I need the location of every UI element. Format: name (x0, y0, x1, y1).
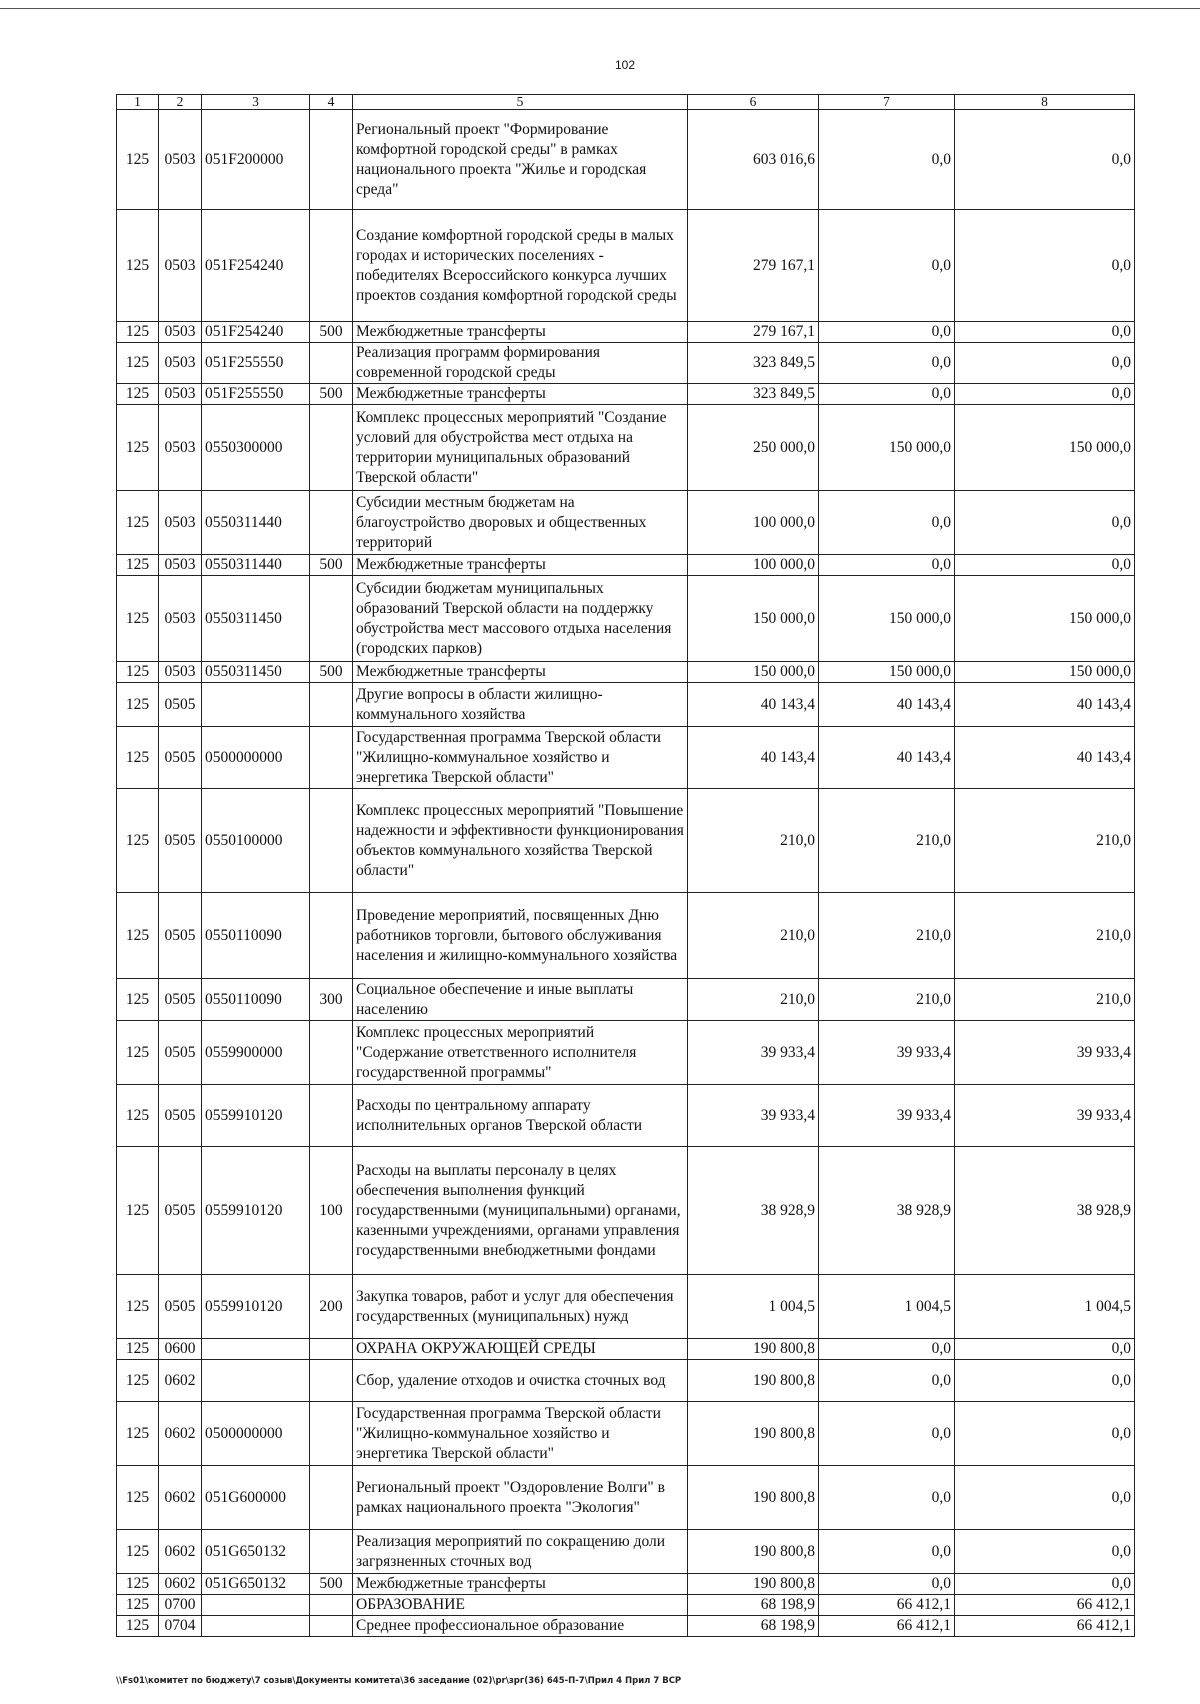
cell-amount-year3: 150 000,0 (955, 576, 1135, 662)
cell-expense-type (310, 1085, 353, 1147)
cell-name: Другие вопросы в области жилищно-коммунального хозяйства (353, 683, 688, 727)
cell-chapter: 125 (117, 1147, 159, 1275)
cell-section: 0505 (159, 789, 202, 893)
cell-amount-year2: 0,0 (819, 555, 955, 576)
cell-target-article: 051G600000 (202, 1466, 310, 1530)
cell-target-article: 051F255550 (202, 343, 310, 384)
cell-expense-type: 300 (310, 979, 353, 1021)
table-row (117, 727, 1135, 789)
cell-chapter: 125 (117, 979, 159, 1021)
cell-section: 0602 (159, 1402, 202, 1466)
cell-section: 0505 (159, 979, 202, 1021)
cell-amount-year2: 66 412,1 (819, 1616, 955, 1637)
cell-name: Межбюджетные трансферты (353, 555, 688, 576)
header-col-6: 6 (688, 95, 819, 110)
cell-section: 0503 (159, 405, 202, 491)
cell-chapter: 125 (117, 576, 159, 662)
cell-amount-year2: 150 000,0 (819, 662, 955, 683)
cell-target-article: 051F255550 (202, 384, 310, 405)
cell-target-article: 0550311450 (202, 662, 310, 683)
table-row (117, 1021, 1135, 1085)
cell-amount-year1: 279 167,1 (688, 322, 819, 343)
cell-name: Социальное обеспечение и иные выплаты населению (353, 979, 688, 1021)
cell-chapter: 125 (117, 343, 159, 384)
cell-amount-year2: 0,0 (819, 343, 955, 384)
cell-amount-year1: 210,0 (688, 893, 819, 979)
cell-amount-year2: 0,0 (819, 322, 955, 343)
cell-target-article: 0550311440 (202, 491, 310, 555)
cell-amount-year2: 210,0 (819, 789, 955, 893)
cell-target-article: 0559910120 (202, 1275, 310, 1339)
table-row (117, 576, 1135, 662)
header-col-4: 4 (310, 95, 353, 110)
table-row (117, 1275, 1135, 1339)
cell-chapter: 125 (117, 555, 159, 576)
cell-amount-year1: 1 004,5 (688, 1275, 819, 1339)
cell-amount-year2: 0,0 (819, 210, 955, 322)
top-scan-line (0, 8, 1200, 9)
cell-target-article: 051G650132 (202, 1530, 310, 1574)
cell-name: Расходы на выплаты персоналу в целях обеспечения выполнения функций государственными (муниципальными) органами, казенными учреждениями, органами управления государственными внебюджетными фондами (353, 1147, 688, 1275)
cell-expense-type (310, 727, 353, 789)
cell-amount-year2: 38 928,9 (819, 1147, 955, 1275)
cell-expense-type (310, 110, 353, 210)
cell-amount-year3: 40 143,4 (955, 727, 1135, 789)
cell-expense-type (310, 1339, 353, 1360)
cell-name: ОБРАЗОВАНИЕ (353, 1595, 688, 1616)
cell-expense-type: 500 (310, 322, 353, 343)
cell-amount-year2: 0,0 (819, 491, 955, 555)
cell-amount-year2: 150 000,0 (819, 405, 955, 491)
cell-amount-year1: 279 167,1 (688, 210, 819, 322)
cell-target-article: 0559900000 (202, 1021, 310, 1085)
cell-amount-year2: 66 412,1 (819, 1595, 955, 1616)
cell-amount-year3: 210,0 (955, 979, 1135, 1021)
cell-target-article: 051F254240 (202, 322, 310, 343)
cell-target-article: 0550311450 (202, 576, 310, 662)
cell-chapter: 125 (117, 491, 159, 555)
cell-amount-year1: 39 933,4 (688, 1021, 819, 1085)
cell-amount-year2: 0,0 (819, 1574, 955, 1595)
cell-amount-year3: 0,0 (955, 1339, 1135, 1360)
cell-amount-year3: 0,0 (955, 110, 1135, 210)
cell-amount-year3: 39 933,4 (955, 1085, 1135, 1147)
cell-section: 0503 (159, 210, 202, 322)
cell-target-article (202, 1360, 310, 1402)
cell-expense-type (310, 1466, 353, 1530)
cell-amount-year3: 66 412,1 (955, 1616, 1135, 1637)
table-row (117, 343, 1135, 384)
cell-section: 0503 (159, 662, 202, 683)
cell-name: Государственная программа Тверской области "Жилищно-коммунальное хозяйство и энергетика Тверской области" (353, 1402, 688, 1466)
cell-amount-year1: 40 143,4 (688, 683, 819, 727)
cell-section: 0602 (159, 1466, 202, 1530)
table-row (117, 1616, 1135, 1637)
cell-name: Межбюджетные трансферты (353, 384, 688, 405)
cell-amount-year1: 323 849,5 (688, 384, 819, 405)
cell-amount-year2: 210,0 (819, 893, 955, 979)
cell-amount-year1: 190 800,8 (688, 1466, 819, 1530)
cell-amount-year2: 0,0 (819, 1339, 955, 1360)
cell-chapter: 125 (117, 1530, 159, 1574)
cell-chapter: 125 (117, 210, 159, 322)
cell-amount-year1: 68 198,9 (688, 1616, 819, 1637)
cell-target-article: 0500000000 (202, 1402, 310, 1466)
cell-amount-year1: 100 000,0 (688, 491, 819, 555)
cell-amount-year1: 190 800,8 (688, 1339, 819, 1360)
cell-section: 0503 (159, 343, 202, 384)
cell-amount-year1: 190 800,8 (688, 1574, 819, 1595)
header-col-1: 1 (117, 95, 159, 110)
cell-section: 0700 (159, 1595, 202, 1616)
cell-chapter: 125 (117, 1402, 159, 1466)
cell-name: Комплекс процессных мероприятий "Содержание ответственного исполнителя государственной программы" (353, 1021, 688, 1085)
cell-amount-year1: 323 849,5 (688, 343, 819, 384)
cell-expense-type (310, 1402, 353, 1466)
cell-amount-year2: 39 933,4 (819, 1021, 955, 1085)
cell-target-article: 0559910120 (202, 1085, 310, 1147)
cell-chapter: 125 (117, 893, 159, 979)
cell-amount-year1: 40 143,4 (688, 727, 819, 789)
cell-target-article: 051F254240 (202, 210, 310, 322)
cell-expense-type (310, 343, 353, 384)
cell-name: Создание комфортной городской среды в малых городах и исторических поселениях - победителях Всероссийского конкурса лучших проектов создания комфортной городской среды (353, 210, 688, 322)
cell-chapter: 125 (117, 405, 159, 491)
cell-chapter: 125 (117, 1339, 159, 1360)
cell-name: Реализация программ формирования современной городской среды (353, 343, 688, 384)
cell-expense-type: 200 (310, 1275, 353, 1339)
cell-amount-year1: 603 016,6 (688, 110, 819, 210)
cell-target-article: 0550110090 (202, 979, 310, 1021)
cell-amount-year1: 190 800,8 (688, 1360, 819, 1402)
table-row (117, 979, 1135, 1021)
page-number: 102 (614, 58, 636, 72)
cell-amount-year1: 39 933,4 (688, 1085, 819, 1147)
table-row (117, 384, 1135, 405)
cell-name: Межбюджетные трансферты (353, 1574, 688, 1595)
cell-name: Комплекс процессных мероприятий "Повышение надежности и эффективности функционирования объектов коммунального хозяйства Тверской области" (353, 789, 688, 893)
cell-chapter: 125 (117, 683, 159, 727)
table-body (117, 110, 1135, 1637)
cell-expense-type (310, 1360, 353, 1402)
cell-amount-year3: 0,0 (955, 1360, 1135, 1402)
header-col-5: 5 (353, 95, 688, 110)
cell-chapter: 125 (117, 1085, 159, 1147)
table-row (117, 322, 1135, 343)
cell-amount-year2: 0,0 (819, 1360, 955, 1402)
cell-expense-type: 500 (310, 1574, 353, 1595)
cell-amount-year3: 0,0 (955, 384, 1135, 405)
cell-target-article: 051G650132 (202, 1574, 310, 1595)
cell-amount-year3: 0,0 (955, 491, 1135, 555)
cell-amount-year2: 0,0 (819, 1530, 955, 1574)
cell-target-article: 0500000000 (202, 727, 310, 789)
cell-chapter: 125 (117, 1360, 159, 1402)
cell-amount-year3: 0,0 (955, 1530, 1135, 1574)
cell-name: Проведение мероприятий, посвященных Дню работников торговли, бытового обслуживания населения и жилищно-коммунального хозяйства (353, 893, 688, 979)
header-col-2: 2 (159, 95, 202, 110)
cell-expense-type (310, 1616, 353, 1637)
cell-amount-year3: 0,0 (955, 1466, 1135, 1530)
cell-expense-type (310, 1595, 353, 1616)
cell-section: 0505 (159, 727, 202, 789)
table-row (117, 405, 1135, 491)
cell-amount-year2: 39 933,4 (819, 1085, 955, 1147)
cell-section: 0505 (159, 1085, 202, 1147)
budget-table (116, 94, 1135, 1637)
header-col-7: 7 (819, 95, 955, 110)
table-row (117, 1595, 1135, 1616)
cell-amount-year1: 38 928,9 (688, 1147, 819, 1275)
cell-section: 0503 (159, 322, 202, 343)
cell-target-article: 0550110090 (202, 893, 310, 979)
cell-section: 0704 (159, 1616, 202, 1637)
cell-chapter: 125 (117, 1574, 159, 1595)
cell-amount-year1: 150 000,0 (688, 662, 819, 683)
cell-amount-year3: 1 004,5 (955, 1275, 1135, 1339)
cell-amount-year3: 38 928,9 (955, 1147, 1135, 1275)
cell-section: 0503 (159, 555, 202, 576)
cell-amount-year3: 0,0 (955, 1574, 1135, 1595)
cell-amount-year1: 100 000,0 (688, 555, 819, 576)
cell-expense-type (310, 405, 353, 491)
table-row (117, 110, 1135, 210)
cell-chapter: 125 (117, 1021, 159, 1085)
cell-section: 0505 (159, 683, 202, 727)
cell-amount-year2: 210,0 (819, 979, 955, 1021)
cell-section: 0505 (159, 1021, 202, 1085)
cell-name: Субсидии бюджетам муниципальных образований Тверской области на поддержку обустройства мест массового отдыха населения (городских парков) (353, 576, 688, 662)
cell-amount-year3: 210,0 (955, 893, 1135, 979)
cell-amount-year1: 250 000,0 (688, 405, 819, 491)
cell-amount-year3: 40 143,4 (955, 683, 1135, 727)
cell-expense-type (310, 491, 353, 555)
cell-chapter: 125 (117, 1616, 159, 1637)
cell-amount-year2: 150 000,0 (819, 576, 955, 662)
header-col-3: 3 (202, 95, 310, 110)
cell-expense-type (310, 683, 353, 727)
cell-amount-year3: 0,0 (955, 322, 1135, 343)
cell-section: 0505 (159, 1275, 202, 1339)
cell-name: Закупка товаров, работ и услуг для обеспечения государственных (муниципальных) нужд (353, 1275, 688, 1339)
table-row (117, 555, 1135, 576)
header-row (117, 95, 1135, 110)
cell-section: 0505 (159, 1147, 202, 1275)
cell-chapter: 125 (117, 1466, 159, 1530)
cell-amount-year2: 1 004,5 (819, 1275, 955, 1339)
cell-name: Межбюджетные трансферты (353, 662, 688, 683)
table-row (117, 1339, 1135, 1360)
cell-amount-year2: 0,0 (819, 110, 955, 210)
cell-amount-year2: 0,0 (819, 1466, 955, 1530)
cell-name: Региональный проект "Формирование комфортной городской среды" в рамках национального проекта "Жилье и городская среда" (353, 110, 688, 210)
cell-expense-type (310, 789, 353, 893)
cell-expense-type: 500 (310, 662, 353, 683)
cell-chapter: 125 (117, 1595, 159, 1616)
cell-amount-year1: 210,0 (688, 979, 819, 1021)
cell-amount-year3: 0,0 (955, 555, 1135, 576)
table-row (117, 662, 1135, 683)
cell-section: 0503 (159, 576, 202, 662)
cell-amount-year3: 0,0 (955, 1402, 1135, 1466)
cell-amount-year1: 190 800,8 (688, 1402, 819, 1466)
cell-section: 0602 (159, 1360, 202, 1402)
table-row (117, 491, 1135, 555)
cell-amount-year2: 0,0 (819, 1402, 955, 1466)
cell-target-article: 051F200000 (202, 110, 310, 210)
cell-amount-year2: 0,0 (819, 384, 955, 405)
cell-amount-year1: 210,0 (688, 789, 819, 893)
cell-name: Региональный проект "Оздоровление Волги" в рамках национального проекта "Экология" (353, 1466, 688, 1530)
cell-target-article (202, 683, 310, 727)
cell-amount-year1: 68 198,9 (688, 1595, 819, 1616)
cell-section: 0602 (159, 1530, 202, 1574)
cell-target-article (202, 1616, 310, 1637)
cell-expense-type (310, 1021, 353, 1085)
table-row (117, 1574, 1135, 1595)
footer-file-path: \\Fs01\комитет по бюджету\7 созыв\Документы комитета\36 заседание (02)\pr\зрг(36) 645-П-7\Прил 4 Прил 7 ВСР (116, 1676, 682, 1686)
cell-target-article: 0550100000 (202, 789, 310, 893)
cell-expense-type (310, 1530, 353, 1574)
cell-amount-year2: 40 143,4 (819, 727, 955, 789)
cell-name: Комплекс процессных мероприятий "Создание условий для обустройства мест отдыха на территории муниципальных образований Тверской области" (353, 405, 688, 491)
cell-chapter: 125 (117, 789, 159, 893)
cell-name: Среднее профессиональное образование (353, 1616, 688, 1637)
cell-expense-type (310, 576, 353, 662)
cell-amount-year3: 66 412,1 (955, 1595, 1135, 1616)
cell-chapter: 125 (117, 110, 159, 210)
cell-chapter: 125 (117, 322, 159, 343)
cell-name: Межбюджетные трансферты (353, 322, 688, 343)
cell-target-article: 0550311440 (202, 555, 310, 576)
cell-chapter: 125 (117, 727, 159, 789)
table-row (117, 210, 1135, 322)
cell-amount-year1: 190 800,8 (688, 1530, 819, 1574)
table-row (117, 683, 1135, 727)
cell-expense-type: 100 (310, 1147, 353, 1275)
cell-expense-type: 500 (310, 555, 353, 576)
cell-target-article: 0550300000 (202, 405, 310, 491)
cell-name: Реализация мероприятий по сокращению доли загрязненных сточных вод (353, 1530, 688, 1574)
table-row (117, 1360, 1135, 1402)
cell-section: 0600 (159, 1339, 202, 1360)
cell-name: ОХРАНА ОКРУЖАЮЩЕЙ СРЕДЫ (353, 1339, 688, 1360)
cell-expense-type (310, 210, 353, 322)
cell-chapter: 125 (117, 1275, 159, 1339)
cell-target-article (202, 1339, 310, 1360)
header-col-8: 8 (955, 95, 1135, 110)
cell-name: Государственная программа Тверской области "Жилищно-коммунальное хозяйство и энергетика Тверской области" (353, 727, 688, 789)
cell-expense-type (310, 893, 353, 979)
cell-name: Расходы по центральному аппарату исполнительных органов Тверской области (353, 1085, 688, 1147)
cell-amount-year3: 150 000,0 (955, 662, 1135, 683)
cell-target-article: 0559910120 (202, 1147, 310, 1275)
cell-name: Сбор, удаление отходов и очистка сточных вод (353, 1360, 688, 1402)
table-row (117, 1530, 1135, 1574)
table-row (117, 1085, 1135, 1147)
cell-amount-year3: 210,0 (955, 789, 1135, 893)
cell-amount-year3: 0,0 (955, 343, 1135, 384)
cell-amount-year3: 39 933,4 (955, 1021, 1135, 1085)
cell-section: 0503 (159, 384, 202, 405)
table-row (117, 1466, 1135, 1530)
cell-section: 0503 (159, 110, 202, 210)
cell-amount-year2: 40 143,4 (819, 683, 955, 727)
table-row (117, 1402, 1135, 1466)
cell-target-article (202, 1595, 310, 1616)
cell-name: Субсидии местным бюджетам на благоустройство дворовых и общественных территорий (353, 491, 688, 555)
table-row (117, 1147, 1135, 1275)
cell-amount-year3: 0,0 (955, 210, 1135, 322)
table-row (117, 893, 1135, 979)
cell-section: 0602 (159, 1574, 202, 1595)
cell-amount-year1: 150 000,0 (688, 576, 819, 662)
table-row (117, 789, 1135, 893)
cell-expense-type: 500 (310, 384, 353, 405)
cell-section: 0505 (159, 893, 202, 979)
cell-chapter: 125 (117, 662, 159, 683)
cell-amount-year3: 150 000,0 (955, 405, 1135, 491)
cell-section: 0503 (159, 491, 202, 555)
cell-chapter: 125 (117, 384, 159, 405)
